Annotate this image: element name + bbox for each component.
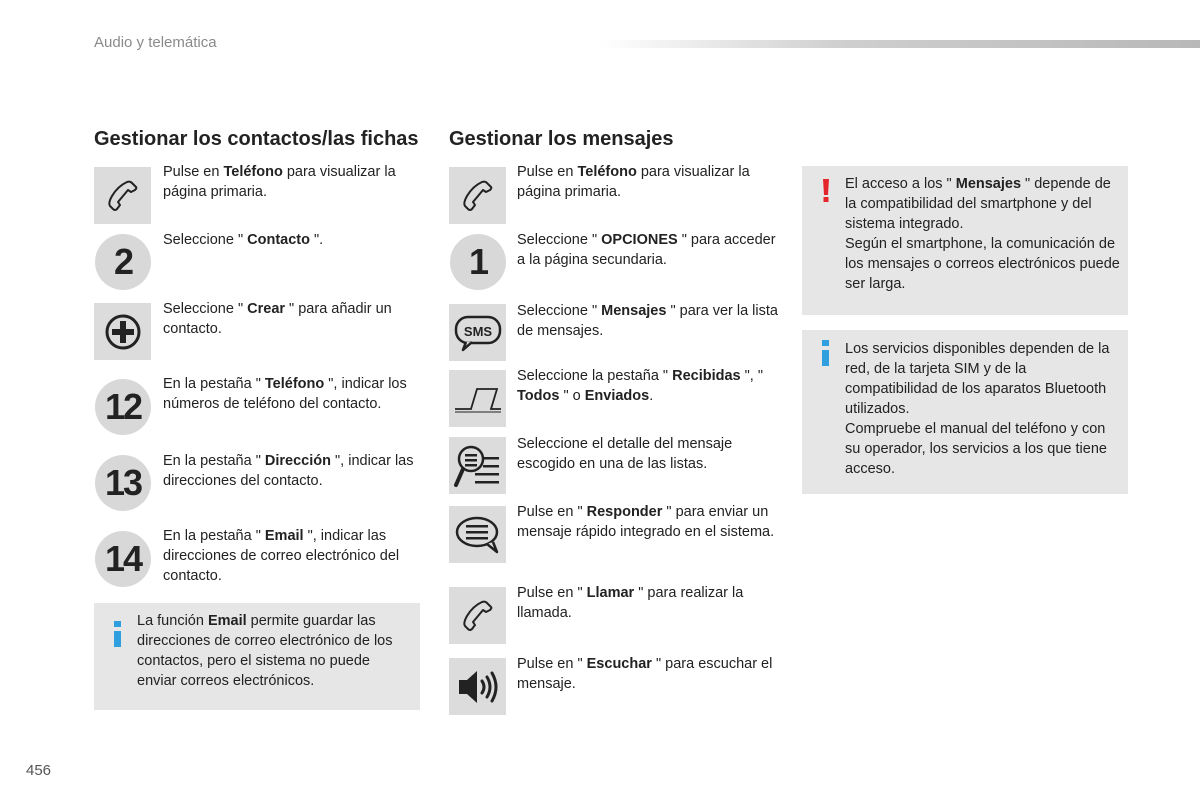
chat-bubble-icon <box>449 506 506 563</box>
emphasis-text: Llamar <box>586 585 635 601</box>
plain-text: ". <box>309 232 324 248</box>
header-bar <box>600 40 1200 48</box>
plus-circle-icon <box>94 303 151 360</box>
info-icon <box>114 631 121 647</box>
left-info-note <box>94 603 420 710</box>
phone-icon <box>449 587 506 644</box>
step-text <box>163 230 423 250</box>
emphasis-text: Mensajes <box>955 176 1022 192</box>
plain-text: para visualizar la página primaria. <box>163 164 396 200</box>
plain-text: ", indicar los números de teléfono del contacto. <box>163 376 407 412</box>
emphasis-text: Teléfono <box>577 164 637 180</box>
plain-text: Pulse en " <box>517 504 587 520</box>
plain-text: En la pestaña " <box>163 376 265 392</box>
step-number: 1 <box>450 234 506 290</box>
plain-text: Pulse en " <box>517 656 587 672</box>
plain-text: Seleccione " <box>163 301 248 317</box>
plain-text: Seleccione la pestaña " <box>517 368 673 384</box>
sms-icon <box>449 304 506 361</box>
phone-icon <box>94 167 151 224</box>
step-text <box>163 451 423 491</box>
emphasis-text: Crear <box>247 301 286 317</box>
page-number: 456 <box>26 762 52 779</box>
step-text <box>517 583 782 623</box>
plain-text: En la pestaña " <box>163 453 265 469</box>
step-text <box>517 654 782 694</box>
speaker-icon <box>449 658 506 715</box>
step-text <box>163 162 423 202</box>
emphasis-text: Mensajes <box>601 303 667 319</box>
step-number: 14 <box>95 531 151 587</box>
plain-text: Seleccione " <box>517 303 602 319</box>
plain-text: " para acceder a la página secundaria. <box>517 232 776 268</box>
step-text <box>517 230 782 270</box>
plain-text: " o <box>559 388 585 404</box>
left-column-title: Gestionar los contactos/las fichas <box>94 128 419 150</box>
sms-icon-label: SMS <box>463 323 492 339</box>
emphasis-text: Responder <box>586 504 663 520</box>
right-warning-note <box>802 166 1128 315</box>
plain-text: ", indicar las direcciones del contacto. <box>163 453 414 489</box>
plain-text: Pulse en <box>163 164 224 180</box>
middle-column-title: Gestionar los mensajes <box>449 128 674 150</box>
step-text <box>517 366 782 406</box>
plain-text: permite guardar las direcciones de correo electrónico de los contactos, pero el sistema no puede enviar correos electrónicos. <box>137 613 393 689</box>
plain-text: La función <box>137 613 208 629</box>
step-text <box>163 526 423 586</box>
plain-text: Pulse en <box>517 164 578 180</box>
plain-text: " para añadir un contacto. <box>163 301 392 337</box>
note-text <box>845 174 1120 294</box>
emphasis-text: OPCIONES <box>601 232 678 248</box>
plain-text: " depende de la compatibilidad del smartphone y del sistema integrado. <box>845 176 1111 232</box>
emphasis-text: Email <box>207 613 247 629</box>
plain-text: " para realizar la llamada. <box>517 585 744 621</box>
plain-text: El acceso a los " <box>845 176 956 192</box>
right-info-note <box>802 330 1128 494</box>
emphasis-text: Contacto <box>247 232 310 248</box>
emphasis-text: Enviados <box>584 388 650 404</box>
step-text <box>517 301 782 341</box>
plain-text: Compruebe el manual del teléfono y con su operador, los servicios a los que tiene acceso. <box>845 421 1107 477</box>
tab-icon <box>449 370 506 427</box>
info-icon <box>822 350 829 366</box>
note-text <box>137 611 407 691</box>
plain-text: En la pestaña " <box>163 528 265 544</box>
step-text <box>517 502 782 542</box>
plain-text: Seleccione " <box>517 232 602 248</box>
emphasis-text: Email <box>264 528 304 544</box>
warning-icon <box>822 179 829 203</box>
emphasis-text: Recibidas <box>672 368 741 384</box>
step-number: 12 <box>95 379 151 435</box>
emphasis-text: Teléfono <box>264 376 325 392</box>
header-section-title: Audio y telemática <box>94 34 217 51</box>
step-text <box>163 374 423 414</box>
plain-text: Según el smartphone, la comunicación de los mensajes o correos electrónicos puede ser larga. <box>845 236 1120 292</box>
plain-text: " para enviar un mensaje rápido integrado en el sistema. <box>517 504 775 540</box>
plain-text: Pulse en " <box>517 585 587 601</box>
step-text <box>517 434 782 474</box>
step-number: 2 <box>95 234 151 290</box>
step-text <box>163 299 423 339</box>
plain-text: . <box>649 388 654 404</box>
plain-text: " para escuchar el mensaje. <box>517 656 773 692</box>
plain-text: para visualizar la página primaria. <box>517 164 750 200</box>
plain-text: Seleccione el detalle del mensaje escogido en una de las listas. <box>517 436 733 472</box>
plain-text: Seleccione " <box>163 232 248 248</box>
plain-text: ", indicar las direcciones de correo electrónico del contacto. <box>163 528 400 584</box>
phone-icon <box>449 167 506 224</box>
step-number: 13 <box>95 455 151 511</box>
plain-text: Los servicios disponibles dependen de la red, de la tarjeta SIM y de la compatibilidad de los aparatos Bluetooth utilizados. <box>845 341 1110 417</box>
plain-text: ", " <box>740 368 763 384</box>
emphasis-text: Escuchar <box>586 656 652 672</box>
plain-text: " para ver la lista de mensajes. <box>517 303 778 339</box>
emphasis-text: Dirección <box>264 453 331 469</box>
note-text <box>845 339 1123 479</box>
step-text <box>517 162 782 202</box>
emphasis-text: Todos <box>517 388 560 404</box>
search-list-icon <box>449 437 506 494</box>
emphasis-text: Teléfono <box>223 164 283 180</box>
